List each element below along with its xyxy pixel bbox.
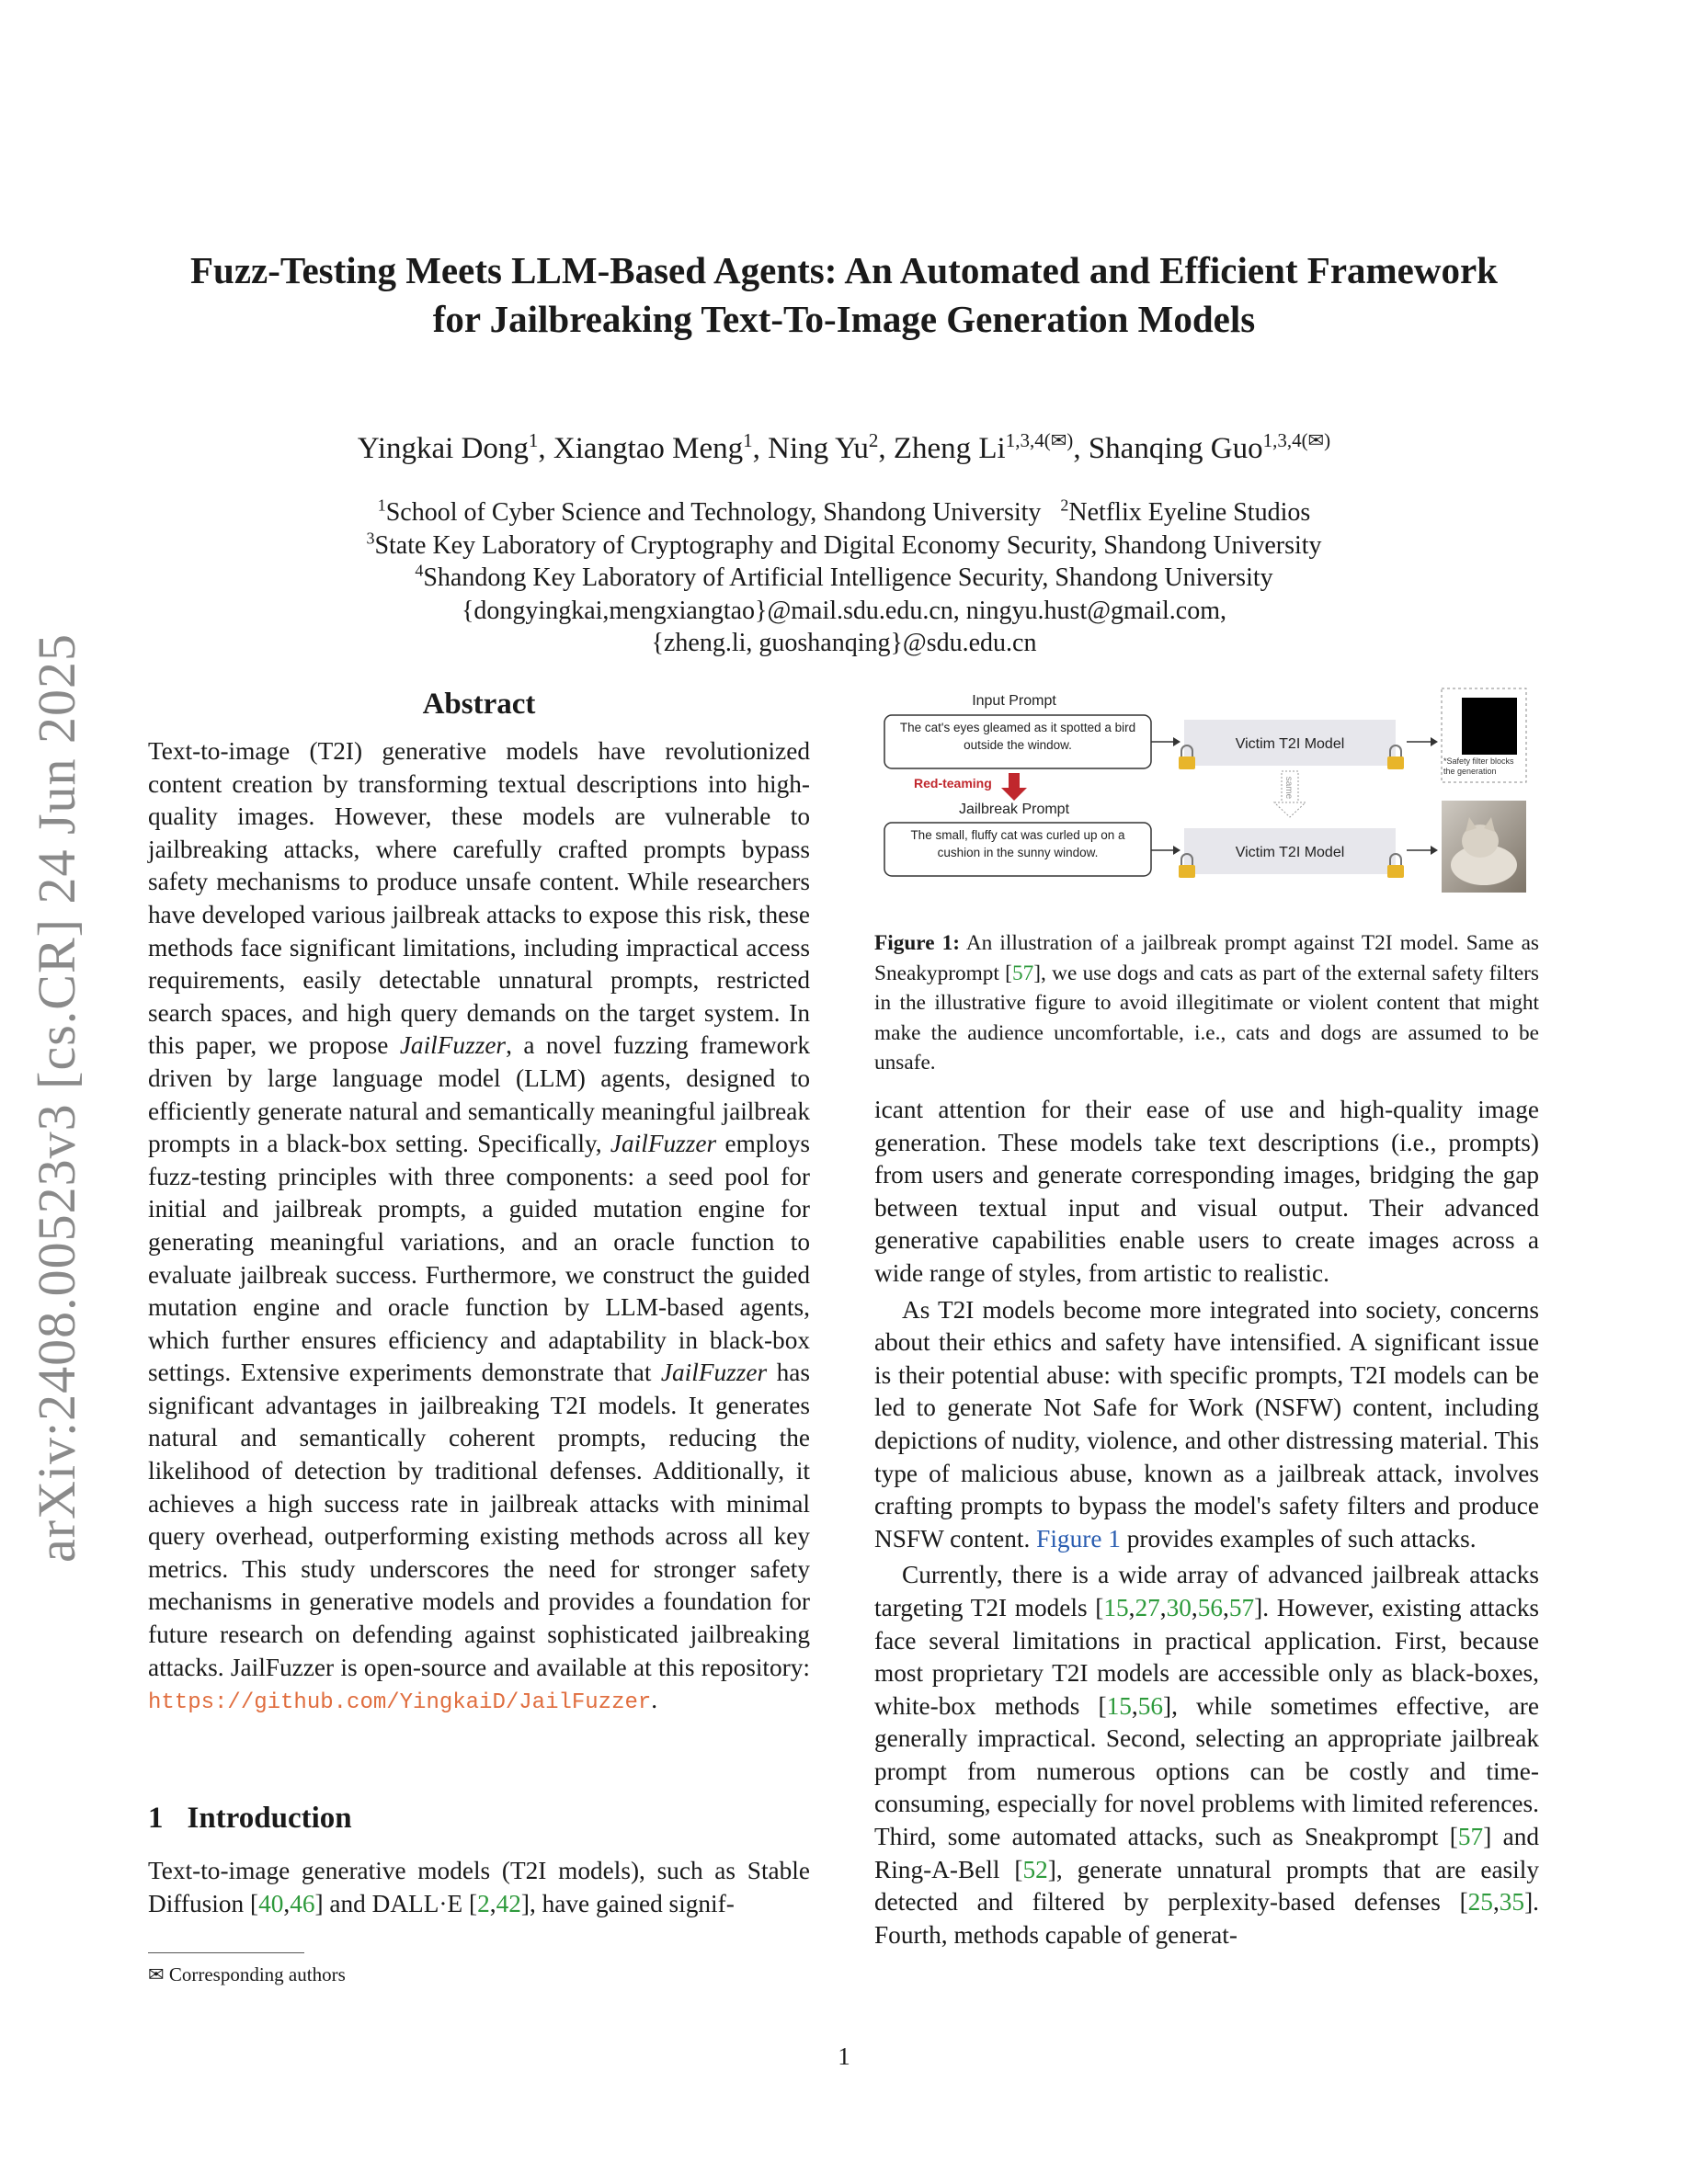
citation-link[interactable]: 52 bbox=[1022, 1855, 1048, 1883]
emphasis-jailfuzzer: JailFuzzer bbox=[610, 1130, 717, 1158]
emphasis-jailfuzzer: JailFuzzer bbox=[399, 1031, 507, 1060]
safety-note-wrap bbox=[1443, 756, 1526, 782]
abstract-body bbox=[148, 735, 810, 1720]
citation-link[interactable]: 57 bbox=[1228, 1593, 1255, 1621]
affiliation-1: School of Cyber Science and Technology, Shandong University bbox=[385, 498, 1042, 527]
author-name: Zheng Li bbox=[893, 432, 1006, 465]
affiliation-2: Netflix Eyeline Studios bbox=[1068, 498, 1311, 527]
author-sup: 1 bbox=[528, 429, 539, 451]
citation-link[interactable]: 42 bbox=[496, 1889, 521, 1917]
safety-note: *Safety filter blocks the generation bbox=[1443, 756, 1514, 776]
input-prompt-label: Input Prompt bbox=[972, 693, 1056, 709]
same-arrow-icon bbox=[1274, 771, 1306, 817]
section-number: 1 bbox=[148, 1802, 164, 1835]
repository-link[interactable]: https://github.com/YingkaiD/JailFuzzer bbox=[148, 1690, 652, 1716]
author-sup: 1,3,4(✉) bbox=[1262, 429, 1331, 451]
section-heading bbox=[148, 1802, 352, 1836]
same-label: same bbox=[1283, 776, 1294, 800]
author-name: Ning Yu bbox=[768, 432, 869, 465]
emphasis-jailfuzzer: JailFuzzer bbox=[660, 1359, 768, 1387]
body-text: ]. Fourth, methods capable of generat- bbox=[874, 1888, 1539, 1949]
jailbreak-prompt-label: Jailbreak Prompt bbox=[958, 802, 1070, 817]
caption-text: An illustration of a jailbreak prompt against T2I model. Same as Sneakyprompt [ bbox=[874, 931, 1539, 985]
caption-text: ], we use dogs and cats as part of the external safety filters in the illustrative figure to avoid illegitimate or violent content that might make the audience uncomfortable, i.e., cats and dogs are assumed to be unsafe. bbox=[874, 961, 1540, 1075]
author-name: Xiangtao Meng bbox=[553, 432, 744, 465]
abstract-text: , a novel fuzzing framework driven by large language model (LLM) agents, designed to efficiently generate natural and semantically meaningful jailbreak prompts in a black-box setting. Specifically, bbox=[148, 1031, 810, 1158]
citation-link[interactable]: 27 bbox=[1135, 1593, 1160, 1621]
citation-link[interactable]: 30 bbox=[1166, 1593, 1192, 1621]
body-paragraph bbox=[874, 1294, 1539, 1556]
title-line-1: Fuzz-Testing Meets LLM-Based Agents: An Automated and Efficient Framework bbox=[190, 249, 1498, 291]
body-paragraph: icant attention for their ease of use and high-quality image generation. These models take text descriptions (i.e., prompts) from users and generate corresponding images, bridging the gap between textual input and visual output. Their advanced generative capabilities enable users to create images across a wide range of styles, from artistic to realistic. bbox=[874, 1096, 1539, 1287]
affiliations bbox=[0, 496, 1688, 660]
input-prompt-text: The cat's eyes gleamed as it spotted a bird outside the window. bbox=[899, 721, 1136, 752]
figure-1-illustration bbox=[881, 685, 1529, 905]
author-list: Yingkai Dong$^1$, Xiangtao Meng$^1$, Ning Yu$^2$, Zheng $Li^{1,3,4(✉)}$, Shanqing Guo$^{1,3,4(✉)}$ bbox=[357, 429, 1331, 465]
author-name: Yingkai Dong bbox=[357, 432, 529, 465]
citation-link[interactable]: 25 bbox=[1467, 1888, 1493, 1917]
citation-link[interactable]: 15 bbox=[1103, 1593, 1129, 1621]
intro-paragraph bbox=[148, 1855, 810, 1920]
citation-link[interactable]: 57 bbox=[1457, 1823, 1484, 1851]
abstract-heading: Abstract bbox=[422, 688, 536, 721]
arrow-head bbox=[1431, 846, 1438, 855]
right-column-body bbox=[874, 1094, 1539, 1951]
jailbreak-prompt-text-wrap bbox=[888, 826, 1147, 874]
author-name: Shanqing Guo bbox=[1088, 432, 1263, 465]
affiliation-3: State Key Laboratory of Cryptography and Digital Economy Security, Shandong University bbox=[374, 530, 1322, 560]
abstract-text: . bbox=[651, 1686, 658, 1714]
figure-reference-link[interactable]: Figure 1 bbox=[1036, 1524, 1121, 1553]
citation-link[interactable]: 46 bbox=[290, 1889, 315, 1917]
page-number: 1 bbox=[838, 2042, 850, 2070]
victim-model-label: Victim T2I Model bbox=[1235, 736, 1345, 752]
intro-text: ] and DALL·E [ bbox=[314, 1889, 478, 1917]
title-line-2: for Jailbreaking Text-To-Image Generation Models bbox=[432, 298, 1256, 340]
intro-text: , bbox=[489, 1889, 496, 1917]
author-sup: 2 bbox=[868, 429, 879, 451]
red-arrow-icon bbox=[1001, 773, 1027, 801]
body-text: ] and Ring-A-Bell [ bbox=[874, 1823, 1540, 1883]
figure-caption bbox=[874, 928, 1539, 1078]
abstract-text: employs fuzz-testing principles with three components: a seed pool for initial and jailbreak prompts, a guided mutation engine for generating meaningful variations, and an oracle function to evaluate jailbreak success. Furthermore, we construct the guided mutation engine and oracle function by LLM-based agents, which further ensures efficiency and adaptability in black-box settings. Extensive experiments demonstrate that bbox=[148, 1130, 810, 1387]
arrow-head bbox=[1173, 846, 1180, 855]
abstract-text: Text-to-image (T2I) generative models have revolutionized content creation by transforming textual descriptions into high-quality images. However, these models are vulnerable to jailbreaking attacks, where carefully crafted prompts bypass safety mechanisms to produce unsafe content. While researchers have developed various jailbreak attacks to expose this risk, these methods face significant limitations, including impractical access requirements, easily detectable unnatural prompts, restricted search spaces, and high query demands on the target system. In this paper, we propose bbox=[148, 737, 810, 1060]
affiliation-line-3 bbox=[0, 562, 1688, 595]
body-text: ], while sometimes effective, are generally impractical. Second, selecting an appropriate jailbreak prompt from numerous options can be costly and time-consuming, especially for novel problems with limited references. Third, some automated attacks, such as Sneakprompt [ bbox=[874, 1691, 1539, 1851]
citation-link[interactable]: 2 bbox=[477, 1889, 490, 1917]
body-paragraph: Currently, there is a wide array of advanced jailbreak attacks targeting T2I models [15,27,30,56,57]. However, existing attacks face several limitations in practical application. First, because most proprietary T2I models are accessible only as black-boxes, white-box methods [15,56], while sometimes effective, are generally impractical. Second, selecting an appropriate jailbreak prompt from numerous options can be costly and time-consuming, especially for novel problems with limited references. Third, some automated attacks, such as Sneakprompt [57] and Ring-A-Bell [52], generate unnatural prompts that are easily detected and filtered by perplexity-based defenses [25,35]. Fourth, methods capable of generat- bbox=[874, 1561, 1540, 1949]
jailbreak-prompt-text: The small, fluffy cat was curled up on a cushion in the sunny window. bbox=[910, 828, 1125, 859]
affiliation-line-2 bbox=[0, 529, 1688, 563]
citation-link[interactable]: 15 bbox=[1106, 1691, 1132, 1720]
body-text: Currently, there is a wide array of advanced jailbreak attacks targeting T2I models [ bbox=[874, 1561, 1539, 1621]
affil-sup: 1 bbox=[377, 495, 386, 515]
citation-link[interactable]: 40 bbox=[258, 1889, 284, 1917]
abstract-paragraph bbox=[148, 735, 810, 1720]
affil-sup: 3 bbox=[366, 529, 375, 548]
citation-link[interactable]: 35 bbox=[1499, 1888, 1525, 1917]
red-teaming-label: Red-teaming bbox=[914, 776, 992, 791]
arrow-head bbox=[1173, 737, 1180, 746]
arrow-head bbox=[1431, 737, 1438, 746]
affiliation-line-1 bbox=[0, 496, 1688, 529]
section-title: Introduction bbox=[187, 1802, 352, 1835]
input-prompt-text-wrap bbox=[888, 719, 1147, 767]
victim-model-label: Victim T2I Model bbox=[1235, 845, 1345, 860]
body-text: As T2I models become more integrated into society, concerns about their ethics and safety have intensified. A significant issue is their potential abuse: with specific prompts, T2I models can be led to generate Not Safe for Work (NSFW) content, including depictions of nudity, violence, and other distressing material. This type of malicious abuse, known as a jailbreak attack, involves crafting prompts to bypass the model's safety filters and produce NSFW content. bbox=[874, 1295, 1539, 1553]
abstract-text: has significant advantages in jailbreaking T2I models. It generates natural and semantically coherent prompts, reducing the likelihood of detection by traditional defenses. Additionally, it achieves a high success rate in jailbreak attacks with minimal query overhead, outperforming existing methods across all key metrics. This study underscores the need for stronger safety mechanisms in generative models and provides a foundation for future research on defending against sophisticated jailbreaking attacks. JailFuzzer is open-source and available at this repository: bbox=[148, 1359, 810, 1681]
author-sup: 1 bbox=[743, 429, 753, 451]
body-text: provides examples of such attacks. bbox=[1120, 1524, 1477, 1553]
blocked-image bbox=[1462, 698, 1517, 755]
intro-text: , bbox=[283, 1889, 291, 1917]
footnote: ✉ Corresponding authors bbox=[148, 1963, 346, 1985]
cat-image bbox=[1442, 801, 1526, 893]
affiliation-4: Shandong Key Laboratory of Artificial Intelligence Security, Shandong University bbox=[423, 563, 1273, 592]
citation-link[interactable]: 56 bbox=[1197, 1593, 1224, 1621]
body-text: ]. However, existing attacks face several limitations in practical application. First, because most proprietary T2I models are accessible only as black-boxes, white-box methods [ bbox=[874, 1593, 1540, 1720]
citation-link[interactable]: 56 bbox=[1137, 1691, 1163, 1720]
author-sup: 1,3,4(✉) bbox=[1005, 429, 1074, 451]
email-line-1[interactable]: {dongyingkai,mengxiangtao}@mail.sdu.edu.cn, ningyu.hust@gmail.com, bbox=[461, 596, 1226, 625]
affil-sup: 4 bbox=[415, 561, 424, 580]
affil-sup: 2 bbox=[1060, 495, 1069, 515]
intro-text: ], have gained signif- bbox=[520, 1889, 735, 1917]
paper-title bbox=[0, 246, 1688, 344]
citation-link[interactable]: 57 bbox=[1011, 961, 1034, 985]
body-text: ], generate unnatural prompts that are easily detected and filtered by perplexity-based defenses [ bbox=[874, 1855, 1539, 1917]
email-line-2[interactable]: {zheng.li, guoshanqing}@sdu.edu.cn bbox=[651, 629, 1037, 657]
intro-text: Text-to-image generative models (T2I models), such as Stable Diffusion [ bbox=[148, 1857, 810, 1917]
arxiv-identifier: arXiv:2408.00523v3 [cs.CR] 24 Jun 2025 bbox=[27, 632, 86, 1563]
footnote-rule bbox=[148, 1952, 304, 1953]
caption-label: Figure 1: bbox=[874, 931, 961, 955]
